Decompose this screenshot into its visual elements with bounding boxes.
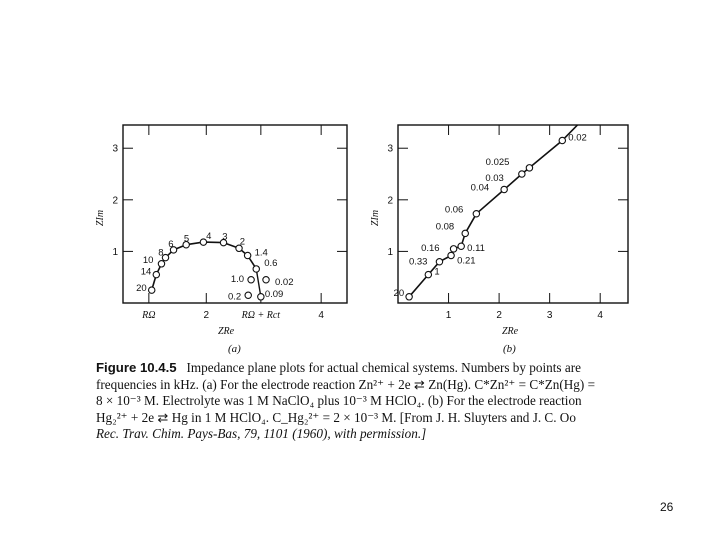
point-label: 6: [168, 238, 174, 250]
point-label: 20: [393, 287, 405, 299]
x-tick-label: 2: [496, 310, 502, 321]
point-label: 14: [140, 266, 152, 278]
data-point: [248, 277, 254, 283]
panel-b-label: (b): [503, 343, 516, 355]
point-label: 2: [239, 236, 246, 248]
point-label: 0.04: [470, 182, 490, 194]
y-tick-label: 2: [387, 195, 393, 207]
point-label: 0.16: [421, 242, 440, 254]
data-point: [406, 294, 412, 300]
x-axis-label: ZRe: [217, 326, 235, 337]
point-label: 8: [158, 247, 164, 259]
data-point: [245, 292, 251, 298]
data-point: [448, 252, 454, 258]
point-label: 0.02: [568, 132, 587, 144]
x-tick-label: 4: [597, 310, 603, 321]
figure-label: Figure 10.4.5: [96, 360, 177, 375]
data-point: [462, 230, 468, 236]
point-label: 1: [434, 266, 440, 278]
y-axis-label: ZIm: [95, 209, 106, 227]
data-point: [158, 261, 164, 267]
caption-line-3: 8 × 10⁻³ M. Electrolyte was 1 M NaClO₄ plus 10⁻³ M HClO₄. (b) For the electrode reaction: [96, 393, 582, 408]
x-tick-label: 4: [318, 310, 324, 321]
point-label: 0.03: [485, 173, 504, 185]
data-point: [258, 294, 264, 300]
chart-a: [95, 125, 347, 337]
point-label: 5: [183, 233, 190, 245]
y-tick-label: 1: [387, 246, 393, 258]
chart-b: [370, 125, 628, 337]
data-point: [253, 266, 259, 272]
y-tick-label: 1: [112, 246, 118, 258]
point-label: 0.02: [275, 276, 294, 288]
data-point: [519, 171, 525, 177]
x-tick-label: RΩ + Rct: [241, 310, 281, 321]
data-point: [458, 243, 464, 249]
caption-line-4: Hg₂²⁺ + 2e ⇄ Hg in 1 M HClO₄. C_Hg₂²⁺ = 2 × 10⁻³ M. [From J. H. Sluyters and J. C. Oo: [96, 409, 576, 425]
x-tick-label: RΩ: [142, 310, 156, 321]
point-label: 0.025: [485, 156, 510, 168]
x-tick-label: 1: [445, 310, 452, 321]
data-point: [450, 246, 456, 252]
caption-line-1: Figure 10.4.5 Impedance plane plots for actual chemical systems. Numbers by points are: [96, 360, 581, 375]
data-point: [244, 252, 250, 258]
point-label: 3: [222, 231, 228, 243]
data-point: [436, 259, 442, 265]
point-label: 0.11: [467, 243, 485, 255]
point-label: 0.2: [227, 291, 242, 303]
data-point: [425, 271, 431, 277]
point-label: 0.06: [444, 204, 464, 216]
slide-number: 26: [660, 500, 674, 514]
data-point: [149, 287, 155, 293]
data-point: [559, 137, 565, 143]
y-axis-label: ZIm: [370, 209, 381, 227]
point-label: 0.33: [408, 256, 428, 268]
point-label: 1.4: [254, 247, 268, 259]
data-point: [473, 211, 479, 217]
data-point: [526, 165, 532, 171]
x-tick-label: 2: [203, 310, 210, 321]
point-label: 0.6: [264, 257, 278, 269]
y-tick-label: 3: [112, 143, 118, 155]
caption-line-5: Rec. Trav. Chim. Pays-Bas, 79, 1101 (1960), with permission.]: [96, 426, 427, 441]
y-tick-label: 2: [112, 195, 118, 207]
plot-frame: [398, 125, 628, 303]
figure-caption: [96, 360, 656, 443]
data-point: [153, 271, 159, 277]
series-line: [256, 269, 261, 297]
caption-line-2: frequencies in kHz. (a) For the electrode reaction Zn²⁺ + 2e ⇄ Zn(Hg). C*Zn²⁺ = C*Zn(Hg) =: [96, 376, 596, 392]
point-label: 20: [136, 283, 147, 295]
point-label: 1.0: [230, 273, 245, 285]
x-axis-label: ZRe: [501, 326, 519, 337]
data-point: [263, 277, 269, 283]
panel-a-label: (a): [228, 343, 241, 355]
y-tick-label: 3: [387, 143, 393, 155]
data-point: [501, 186, 507, 192]
point-label: 4: [206, 231, 212, 243]
point-label: 0.21: [457, 255, 476, 267]
x-tick-label: 3: [546, 310, 553, 321]
point-label: 10: [142, 254, 154, 266]
point-label: 0.08: [435, 221, 455, 233]
point-label: 0.09: [264, 288, 284, 300]
